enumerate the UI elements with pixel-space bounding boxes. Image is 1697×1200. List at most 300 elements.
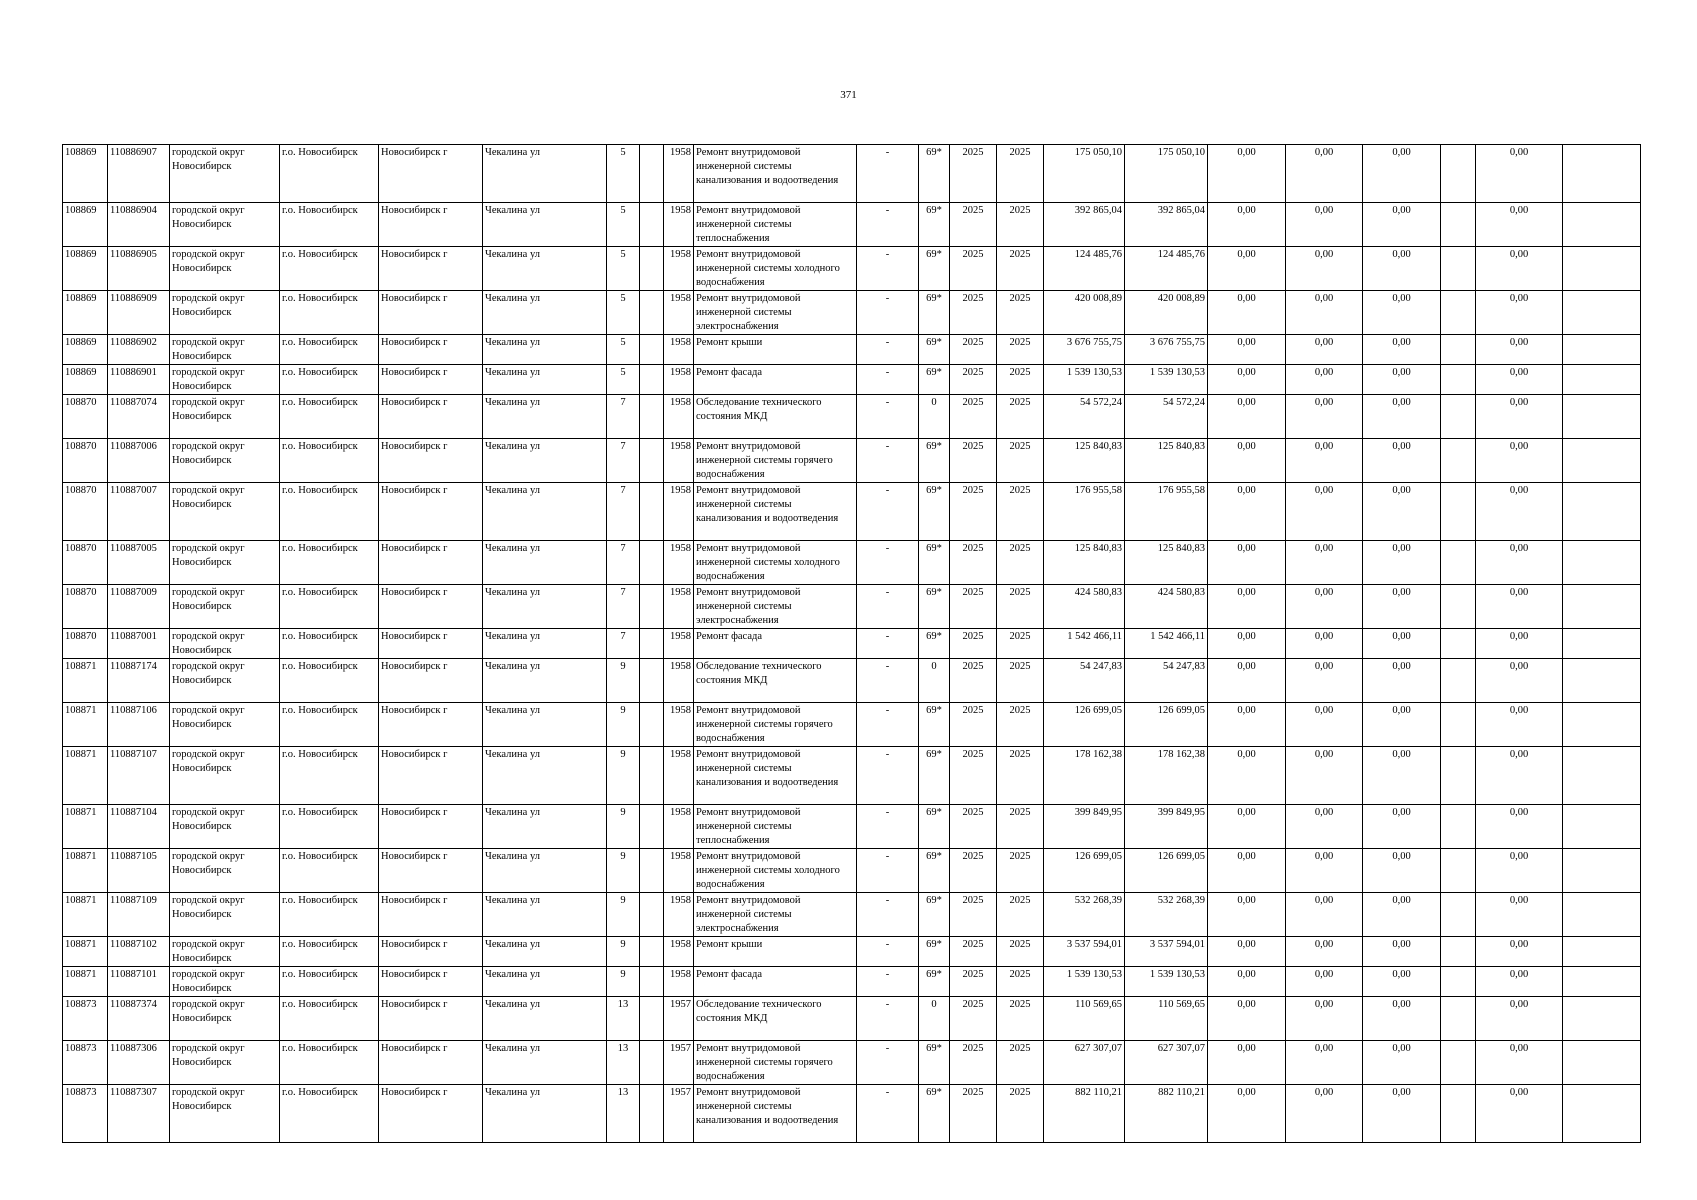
table-cell: Обследование технического состояния МКД (694, 659, 857, 703)
table-cell: Новосибирск г (379, 629, 483, 659)
table-cell: 178 162,38 (1125, 747, 1208, 805)
table-cell: 0,00 (1208, 659, 1286, 703)
table-cell (640, 291, 664, 335)
table-cell: 0,00 (1363, 145, 1441, 203)
table-cell: 126 699,05 (1044, 849, 1125, 893)
table-cell: 2025 (997, 1085, 1044, 1143)
table-cell: 108871 (63, 747, 108, 805)
table-cell: 9 (607, 893, 640, 937)
table-cell: Чекалина ул (483, 967, 607, 997)
table-row (63, 439, 1641, 483)
table-cell: Ремонт внутридомовой инженерной системы холодного водоснабжения (694, 541, 857, 585)
table-cell: городской округ Новосибирск (170, 541, 280, 585)
table-cell: 69* (919, 747, 950, 805)
table-cell: Чекалина ул (483, 585, 607, 629)
table-cell: 0,00 (1208, 937, 1286, 967)
table-cell: 9 (607, 937, 640, 967)
table-cell: 0,00 (1286, 997, 1363, 1041)
table-cell: 2025 (997, 335, 1044, 365)
table-row (63, 365, 1641, 395)
table-cell: 0,00 (1286, 967, 1363, 997)
table-cell: 0,00 (1286, 439, 1363, 483)
table-cell: г.о. Новосибирск (280, 291, 379, 335)
table-cell: 0,00 (1476, 365, 1563, 395)
table-cell: Чекалина ул (483, 1041, 607, 1085)
table-cell: 2025 (950, 967, 997, 997)
table-cell: - (857, 805, 919, 849)
table-cell: г.о. Новосибирск (280, 747, 379, 805)
table-cell: Чекалина ул (483, 849, 607, 893)
table-cell: 0,00 (1363, 1085, 1441, 1143)
table-cell: 0,00 (1208, 703, 1286, 747)
table-cell: 2025 (950, 805, 997, 849)
table-cell: городской округ Новосибирск (170, 395, 280, 439)
table-cell: г.о. Новосибирск (280, 805, 379, 849)
table-cell: Новосибирск г (379, 1085, 483, 1143)
table-cell (1563, 893, 1641, 937)
table-cell: Обследование технического состояния МКД (694, 395, 857, 439)
table-cell (1563, 849, 1641, 893)
table-cell: - (857, 849, 919, 893)
table-cell: 108869 (63, 335, 108, 365)
table-cell: 178 162,38 (1044, 747, 1125, 805)
table-cell (1441, 585, 1476, 629)
table-cell: 110886905 (108, 247, 170, 291)
table-cell (1563, 291, 1641, 335)
table-cell: - (857, 395, 919, 439)
table-cell: Чекалина ул (483, 703, 607, 747)
table-cell: г.о. Новосибирск (280, 967, 379, 997)
table-cell (1441, 439, 1476, 483)
table-cell: 0 (919, 997, 950, 1041)
table-cell (640, 703, 664, 747)
table-cell: 0,00 (1208, 335, 1286, 365)
table-cell: 0,00 (1476, 585, 1563, 629)
table-cell: 0,00 (1286, 483, 1363, 541)
table-cell: - (857, 291, 919, 335)
table-cell (1441, 659, 1476, 703)
table-cell: 0,00 (1286, 805, 1363, 849)
table-row (63, 659, 1641, 703)
table-cell: 54 572,24 (1044, 395, 1125, 439)
table-cell (640, 1085, 664, 1143)
table-cell (1563, 937, 1641, 967)
table-cell: г.о. Новосибирск (280, 659, 379, 703)
table-cell: 125 840,83 (1044, 439, 1125, 483)
table-cell: 0,00 (1208, 439, 1286, 483)
table-cell: Новосибирск г (379, 703, 483, 747)
table-cell: 13 (607, 1085, 640, 1143)
table-cell: 424 580,83 (1044, 585, 1125, 629)
table-cell (1563, 439, 1641, 483)
table-cell: 424 580,83 (1125, 585, 1208, 629)
table-cell: 0,00 (1363, 703, 1441, 747)
table-cell: Чекалина ул (483, 247, 607, 291)
table-cell: городской округ Новосибирск (170, 629, 280, 659)
table-cell (640, 967, 664, 997)
table-row (63, 1041, 1641, 1085)
table-cell: 2025 (997, 967, 1044, 997)
table-row (63, 805, 1641, 849)
table-cell: городской округ Новосибирск (170, 145, 280, 203)
table-cell: 5 (607, 247, 640, 291)
table-cell: 2025 (997, 805, 1044, 849)
table-cell: 108870 (63, 585, 108, 629)
table-cell (640, 1041, 664, 1085)
table-cell: 110887107 (108, 747, 170, 805)
table-cell: 110887306 (108, 1041, 170, 1085)
table-cell (1563, 145, 1641, 203)
table-cell: 1958 (664, 335, 694, 365)
table-cell (640, 541, 664, 585)
table-cell: 1958 (664, 145, 694, 203)
table-cell: 0,00 (1476, 937, 1563, 967)
table-cell: 0,00 (1363, 335, 1441, 365)
table-cell: 1958 (664, 291, 694, 335)
table-cell: 69* (919, 849, 950, 893)
table-cell: Ремонт внутридомовой инженерной системы электроснабжения (694, 893, 857, 937)
table-cell: 0,00 (1208, 291, 1286, 335)
table-cell: 2025 (997, 893, 1044, 937)
table-cell: городской округ Новосибирск (170, 703, 280, 747)
table-cell: г.о. Новосибирск (280, 1085, 379, 1143)
table-cell: Ремонт крыши (694, 335, 857, 365)
table-cell: городской округ Новосибирск (170, 585, 280, 629)
table-cell: 0,00 (1476, 439, 1563, 483)
table-cell: 0,00 (1286, 335, 1363, 365)
table-cell: городской округ Новосибирск (170, 1085, 280, 1143)
table-row (63, 849, 1641, 893)
table-cell: 110886907 (108, 145, 170, 203)
table-cell: - (857, 893, 919, 937)
table-cell: 110 569,65 (1044, 997, 1125, 1041)
table-cell: 5 (607, 365, 640, 395)
table-cell: 2025 (950, 893, 997, 937)
table-cell: городской округ Новосибирск (170, 335, 280, 365)
table-cell: Новосибирск г (379, 659, 483, 703)
table-row (63, 395, 1641, 439)
table-cell: 0,00 (1476, 247, 1563, 291)
table-cell: 125 840,83 (1044, 541, 1125, 585)
table-cell: 0,00 (1363, 893, 1441, 937)
table-cell: г.о. Новосибирск (280, 1041, 379, 1085)
table-cell (1563, 395, 1641, 439)
table-cell: 110887104 (108, 805, 170, 849)
table-cell: 0,00 (1208, 747, 1286, 805)
table-cell: 0,00 (1363, 1041, 1441, 1085)
table-cell: 54 247,83 (1044, 659, 1125, 703)
table-cell: 0,00 (1476, 1085, 1563, 1143)
table-cell (1441, 967, 1476, 997)
table-cell: 2025 (997, 703, 1044, 747)
table-cell: Ремонт внутридомовой инженерной системы электроснабжения (694, 585, 857, 629)
table-cell: 69* (919, 967, 950, 997)
table-cell (640, 439, 664, 483)
table-cell: 110886901 (108, 365, 170, 395)
table-cell: 5 (607, 291, 640, 335)
table-cell: Обследование технического состояния МКД (694, 997, 857, 1041)
table-cell: 108869 (63, 145, 108, 203)
table-cell (1441, 997, 1476, 1041)
table-cell: 2025 (997, 1041, 1044, 1085)
table-cell: 54 247,83 (1125, 659, 1208, 703)
table-cell: 0,00 (1363, 849, 1441, 893)
table-cell: Чекалина ул (483, 541, 607, 585)
table-cell: 2025 (997, 203, 1044, 247)
table-cell: 110887174 (108, 659, 170, 703)
table-cell: Ремонт внутридомовой инженерной системы канализования и водоотведения (694, 483, 857, 541)
table-cell: 69* (919, 805, 950, 849)
table-cell: Ремонт внутридомовой инженерной системы канализования и водоотведения (694, 747, 857, 805)
table-cell: г.о. Новосибирск (280, 703, 379, 747)
table-cell: Чекалина ул (483, 747, 607, 805)
table-cell: Новосибирск г (379, 585, 483, 629)
table-cell: 2025 (950, 849, 997, 893)
table-cell: городской округ Новосибирск (170, 893, 280, 937)
table-row (63, 893, 1641, 937)
table-cell: 110886904 (108, 203, 170, 247)
table-cell: 124 485,76 (1044, 247, 1125, 291)
table-cell: 2025 (997, 747, 1044, 805)
table-cell: 0,00 (1208, 893, 1286, 937)
table-cell: 0,00 (1286, 247, 1363, 291)
table-cell (1441, 365, 1476, 395)
table-cell: 532 268,39 (1125, 893, 1208, 937)
table-cell (1563, 967, 1641, 997)
table-cell: 2025 (950, 937, 997, 967)
table-cell: Чекалина ул (483, 937, 607, 967)
table-cell: 0,00 (1286, 541, 1363, 585)
table-row (63, 291, 1641, 335)
table-cell: 0,00 (1208, 585, 1286, 629)
table-cell (1441, 247, 1476, 291)
table-cell: городской округ Новосибирск (170, 967, 280, 997)
table-cell: 0,00 (1208, 805, 1286, 849)
table-cell: Ремонт внутридомовой инженерной системы горячего водоснабжения (694, 1041, 857, 1085)
table-cell: 9 (607, 849, 640, 893)
table-cell: 108870 (63, 629, 108, 659)
table-cell: 0,00 (1363, 247, 1441, 291)
table-cell: городской округ Новосибирск (170, 937, 280, 967)
table-cell: 0,00 (1208, 203, 1286, 247)
table-cell: 108871 (63, 967, 108, 997)
table-cell: 2025 (950, 395, 997, 439)
table-cell: Ремонт внутридомовой инженерной системы теплоснабжения (694, 203, 857, 247)
table-cell: 0,00 (1363, 203, 1441, 247)
table-cell: 1958 (664, 967, 694, 997)
table-cell: 2025 (950, 1085, 997, 1143)
table-cell: 1 539 130,53 (1125, 967, 1208, 997)
table-cell: Чекалина ул (483, 893, 607, 937)
table-cell: 0,00 (1363, 659, 1441, 703)
table-cell: 2025 (950, 585, 997, 629)
table-cell: 108869 (63, 203, 108, 247)
table-cell: Ремонт внутридомовой инженерной системы горячего водоснабжения (694, 703, 857, 747)
table-cell: 1958 (664, 439, 694, 483)
table-cell: 9 (607, 747, 640, 805)
table-cell: 3 537 594,01 (1125, 937, 1208, 967)
table-cell: 0,00 (1286, 365, 1363, 395)
table-cell: 0,00 (1363, 395, 1441, 439)
table-cell: 0,00 (1286, 937, 1363, 967)
table-cell: 0,00 (1363, 439, 1441, 483)
table-cell: 7 (607, 483, 640, 541)
table-cell: Новосибирск г (379, 805, 483, 849)
table-cell (640, 805, 664, 849)
table-cell (640, 893, 664, 937)
table-cell (1441, 937, 1476, 967)
table-cell: 54 572,24 (1125, 395, 1208, 439)
table-cell: 0 (919, 659, 950, 703)
table-cell: 69* (919, 1085, 950, 1143)
table-cell: 1958 (664, 395, 694, 439)
table-cell: 108870 (63, 395, 108, 439)
table-cell: - (857, 335, 919, 365)
table-cell: 110887005 (108, 541, 170, 585)
table-cell: 0,00 (1286, 1041, 1363, 1085)
table-cell: Чекалина ул (483, 335, 607, 365)
table-cell: 2025 (950, 483, 997, 541)
table-row (63, 997, 1641, 1041)
table-cell: 1 539 130,53 (1044, 365, 1125, 395)
table-cell: 7 (607, 395, 640, 439)
capital-repair-table (62, 144, 1641, 1143)
table-cell (1441, 629, 1476, 659)
table-cell: 125 840,83 (1125, 439, 1208, 483)
table-cell: 2025 (950, 659, 997, 703)
table-cell: 126 699,05 (1125, 849, 1208, 893)
table-cell: Ремонт внутридомовой инженерной системы теплоснабжения (694, 805, 857, 849)
table-cell: 1958 (664, 585, 694, 629)
table-cell (1441, 203, 1476, 247)
table-cell (1563, 1041, 1641, 1085)
table-cell (1563, 659, 1641, 703)
table-cell: г.о. Новосибирск (280, 937, 379, 967)
table-cell: 0,00 (1476, 629, 1563, 659)
table-cell: 0,00 (1208, 365, 1286, 395)
table-cell: 110887109 (108, 893, 170, 937)
table-cell (1563, 747, 1641, 805)
table-row (63, 483, 1641, 541)
table-cell: 2025 (950, 335, 997, 365)
table-cell: 108873 (63, 1085, 108, 1143)
table-cell: 2025 (950, 291, 997, 335)
table-cell: 0,00 (1286, 203, 1363, 247)
table-cell: Ремонт фасада (694, 629, 857, 659)
table-cell (1563, 335, 1641, 365)
table-cell: 0,00 (1208, 247, 1286, 291)
table-cell (1441, 703, 1476, 747)
table-cell: Новосибирск г (379, 247, 483, 291)
table-row (63, 541, 1641, 585)
table-cell: 110887001 (108, 629, 170, 659)
table-cell: 0,00 (1286, 395, 1363, 439)
table-cell: 0,00 (1286, 629, 1363, 659)
table-cell: 108871 (63, 893, 108, 937)
table-cell: 69* (919, 541, 950, 585)
table-cell: 110887007 (108, 483, 170, 541)
table-cell: 2025 (997, 395, 1044, 439)
table-cell: 110887105 (108, 849, 170, 893)
table-cell: - (857, 937, 919, 967)
table-cell: Новосибирск г (379, 483, 483, 541)
table-cell: 0,00 (1208, 1085, 1286, 1143)
table-cell: г.о. Новосибирск (280, 585, 379, 629)
table-cell: 108871 (63, 849, 108, 893)
table-cell: 2025 (997, 629, 1044, 659)
table-cell: 2025 (950, 703, 997, 747)
table-cell: 1958 (664, 247, 694, 291)
table-cell: 108871 (63, 805, 108, 849)
table-cell: г.о. Новосибирск (280, 395, 379, 439)
table-cell: городской округ Новосибирск (170, 997, 280, 1041)
table-cell: - (857, 1085, 919, 1143)
table-cell: Новосибирск г (379, 849, 483, 893)
table-cell: Ремонт фасада (694, 365, 857, 395)
table-row (63, 585, 1641, 629)
table-cell: 0,00 (1476, 483, 1563, 541)
table-cell: - (857, 1041, 919, 1085)
table-cell: 69* (919, 893, 950, 937)
table-body (63, 145, 1641, 1143)
table-cell: 0,00 (1363, 585, 1441, 629)
table-cell: 69* (919, 703, 950, 747)
table-cell: 2025 (997, 997, 1044, 1041)
table-cell: 882 110,21 (1044, 1085, 1125, 1143)
table-cell: 0,00 (1476, 335, 1563, 365)
table-cell: 2025 (950, 145, 997, 203)
table-cell: 69* (919, 483, 950, 541)
table-cell: 0,00 (1286, 1085, 1363, 1143)
table-cell: городской округ Новосибирск (170, 247, 280, 291)
table-cell: 627 307,07 (1044, 1041, 1125, 1085)
table-cell: 0,00 (1476, 997, 1563, 1041)
table-cell: 2025 (997, 365, 1044, 395)
table-cell: 2025 (997, 585, 1044, 629)
table-cell: 110887006 (108, 439, 170, 483)
table-cell: 399 849,95 (1044, 805, 1125, 849)
table-cell (1563, 585, 1641, 629)
table-cell: 1 542 466,11 (1044, 629, 1125, 659)
table-cell: городской округ Новосибирск (170, 365, 280, 395)
table-cell (1441, 849, 1476, 893)
table-cell: 0,00 (1286, 893, 1363, 937)
table-cell: 69* (919, 585, 950, 629)
table-cell: городской округ Новосибирск (170, 747, 280, 805)
table-cell: Чекалина ул (483, 145, 607, 203)
table-cell: 1 542 466,11 (1125, 629, 1208, 659)
table-row (63, 629, 1641, 659)
table-cell (640, 145, 664, 203)
table-cell: Ремонт крыши (694, 937, 857, 967)
table-cell (640, 483, 664, 541)
table-cell: 0,00 (1208, 483, 1286, 541)
table-cell: Ремонт внутридомовой инженерной системы канализования и водоотведения (694, 145, 857, 203)
table-cell: 7 (607, 585, 640, 629)
table-cell: 532 268,39 (1044, 893, 1125, 937)
table-cell (1441, 747, 1476, 805)
table-cell: 69* (919, 247, 950, 291)
table-cell: 2025 (950, 1041, 997, 1085)
table-cell: - (857, 483, 919, 541)
table-cell: 0,00 (1208, 395, 1286, 439)
table-cell: 126 699,05 (1044, 703, 1125, 747)
table-cell: городской округ Новосибирск (170, 203, 280, 247)
table-cell: Новосибирск г (379, 439, 483, 483)
table-cell (1441, 145, 1476, 203)
table-cell: 2025 (950, 439, 997, 483)
table-cell: 0,00 (1476, 395, 1563, 439)
